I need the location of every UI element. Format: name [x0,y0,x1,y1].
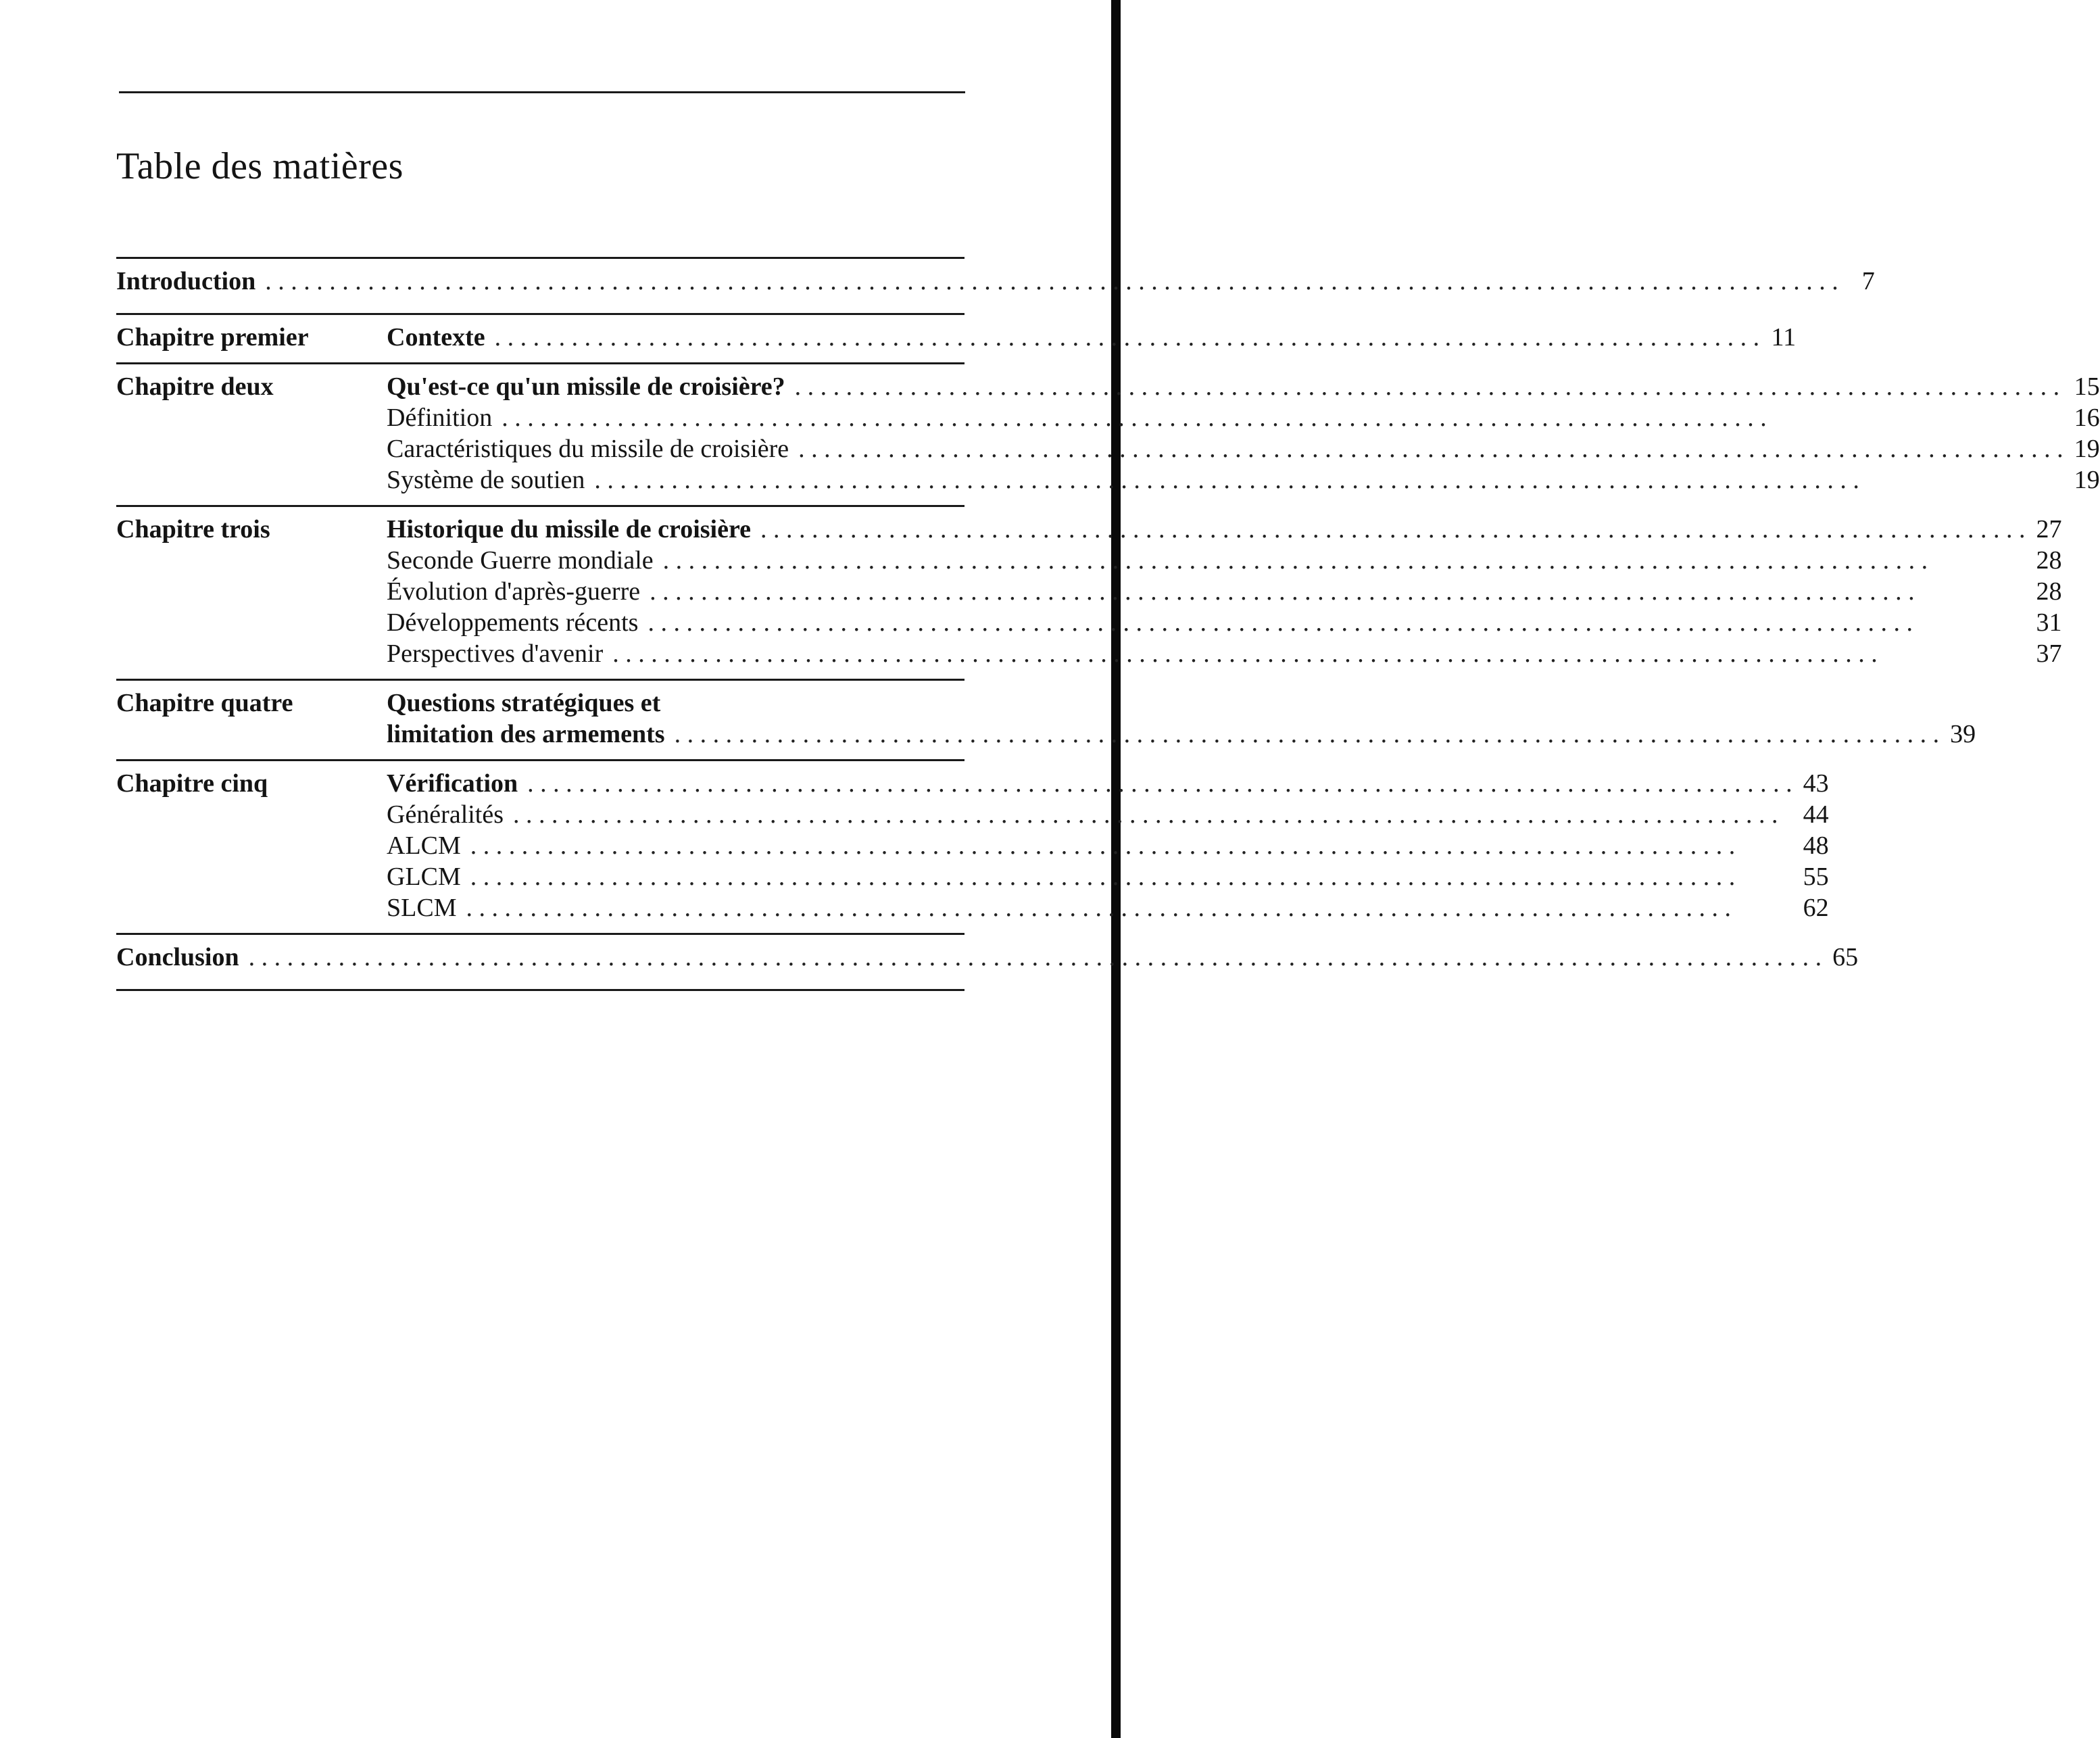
chapter-entries [387,371,2100,505]
toc-entry-text: Développements récents [387,608,639,637]
dot-leader [513,799,1792,830]
toc-entry[interactable] [387,433,2100,464]
page-title: Table des matières [116,145,404,187]
toc-entry-text: Vérification [387,769,518,798]
toc-page-number: 28 [2036,577,2062,606]
toc-entry[interactable] [387,830,1829,861]
toc-entry-introduction[interactable] [116,266,1875,308]
toc-entry[interactable] [387,371,2100,402]
toc-entry[interactable] [387,576,2062,607]
dot-leader [466,892,1792,923]
toc-entry-text: Qu'est-ce qu'un missile de croisière? [387,372,785,401]
chapter-entries [387,514,2062,679]
chapter-entries [387,768,1829,933]
toc-section-conclusion [116,933,1859,989]
toc-section-chapter-5 [116,759,1829,933]
toc-entry[interactable] [387,402,2100,433]
dot-leader [527,768,1792,799]
toc-entry-line-1[interactable] [387,687,1976,719]
dot-leader [798,433,2064,464]
toc-entry-text: Seconde Guerre mondiale [387,546,654,575]
header-rule [119,91,965,93]
toc-entry-text: Définition [387,404,493,432]
toc-section-chapter-1 [116,313,1797,362]
toc-entry-text: Questions stratégiques et [387,689,661,717]
toc-section-introduction [116,257,1875,313]
toc-entry-text: Perspectives d'avenir [387,639,604,668]
toc-entry[interactable] [387,861,1829,892]
toc-page-number: 48 [1803,831,1829,860]
chapter-label: Chapitre quatre [116,689,293,717]
toc-section-chapter-4 [116,679,1976,759]
dot-leader [663,545,2026,576]
toc-entry-text: Caractéristiques du missile de croisière [387,435,789,463]
toc-page-number: 65 [1832,943,1859,971]
toc-entry-text: Évolution d'après-guerre [387,577,641,606]
toc-page-number: 43 [1803,769,1829,798]
toc-entry-text: Système de soutien [387,466,585,494]
toc-section-chapter-3 [116,505,2062,679]
toc-page-number: 27 [2036,515,2062,544]
dot-leader [470,830,1792,861]
toc-entry-text: limitation des armements [387,720,665,748]
toc-entry-text: Généralités [387,800,504,829]
dot-leader [470,861,1792,892]
toc-entry[interactable] [387,464,2100,496]
toc-page-number: 31 [2036,608,2062,637]
toc-entry-conclusion[interactable] [116,942,1859,984]
toc-entry[interactable] [387,892,1829,923]
chapter-label: Chapitre cinq [116,769,268,798]
toc-page-number: 19 [2074,466,2100,494]
toc-page-number: 19 [2074,435,2100,463]
toc-entry-text: ALCM [387,831,461,860]
dot-leader [612,638,2025,669]
closing-rule [116,989,964,991]
toc-entry-text: GLCM [387,863,461,891]
dot-leader [594,464,2063,496]
toc-entry-label: Conclusion [116,943,239,971]
table-of-contents [116,257,2100,991]
toc-page-number: 37 [2036,639,2062,668]
chapter-entries [387,687,1976,759]
toc-page-number: 62 [1803,894,1829,922]
chapter-label: Chapitre premier [116,323,309,352]
toc-entry[interactable] [387,768,1829,799]
toc-entry[interactable] [387,607,2062,638]
dot-leader [648,607,2025,638]
toc-page-number: 44 [1803,800,1829,829]
toc-page-number: 16 [2074,404,2100,432]
toc-entry-text: SLCM [387,894,457,922]
dot-leader [502,402,2063,433]
dot-leader [650,576,2025,607]
toc-page-number: 15 [2074,372,2100,401]
toc-entry-text: Historique du missile de croisière [387,515,752,544]
chapter-label: Chapitre deux [116,372,274,401]
toc-entry-label: Introduction [116,267,256,295]
toc-page-number: 28 [2036,546,2062,575]
chapter-label: Chapitre trois [116,515,270,544]
toc-page-number: 11 [1771,323,1797,352]
toc-page-number: 55 [1803,863,1829,891]
toc-entry[interactable] [387,719,1976,750]
toc-entry[interactable] [387,638,2062,669]
toc-page-number: 39 [1950,720,1976,748]
toc-page-number: 7 [1861,267,1875,295]
chapter-entries [387,322,1796,362]
toc-entry[interactable] [387,322,1796,353]
toc-entry[interactable] [387,514,2062,545]
dot-leader [249,942,1822,973]
dot-leader [265,266,1838,297]
toc-section-chapter-2 [116,362,2100,505]
toc-entry[interactable] [387,545,2062,576]
dot-leader [760,514,2026,545]
dot-leader [675,719,1940,750]
toc-entry-text: Contexte [387,323,485,352]
dot-leader [795,371,2064,402]
dot-leader [495,322,1760,353]
toc-entry[interactable] [387,799,1829,830]
